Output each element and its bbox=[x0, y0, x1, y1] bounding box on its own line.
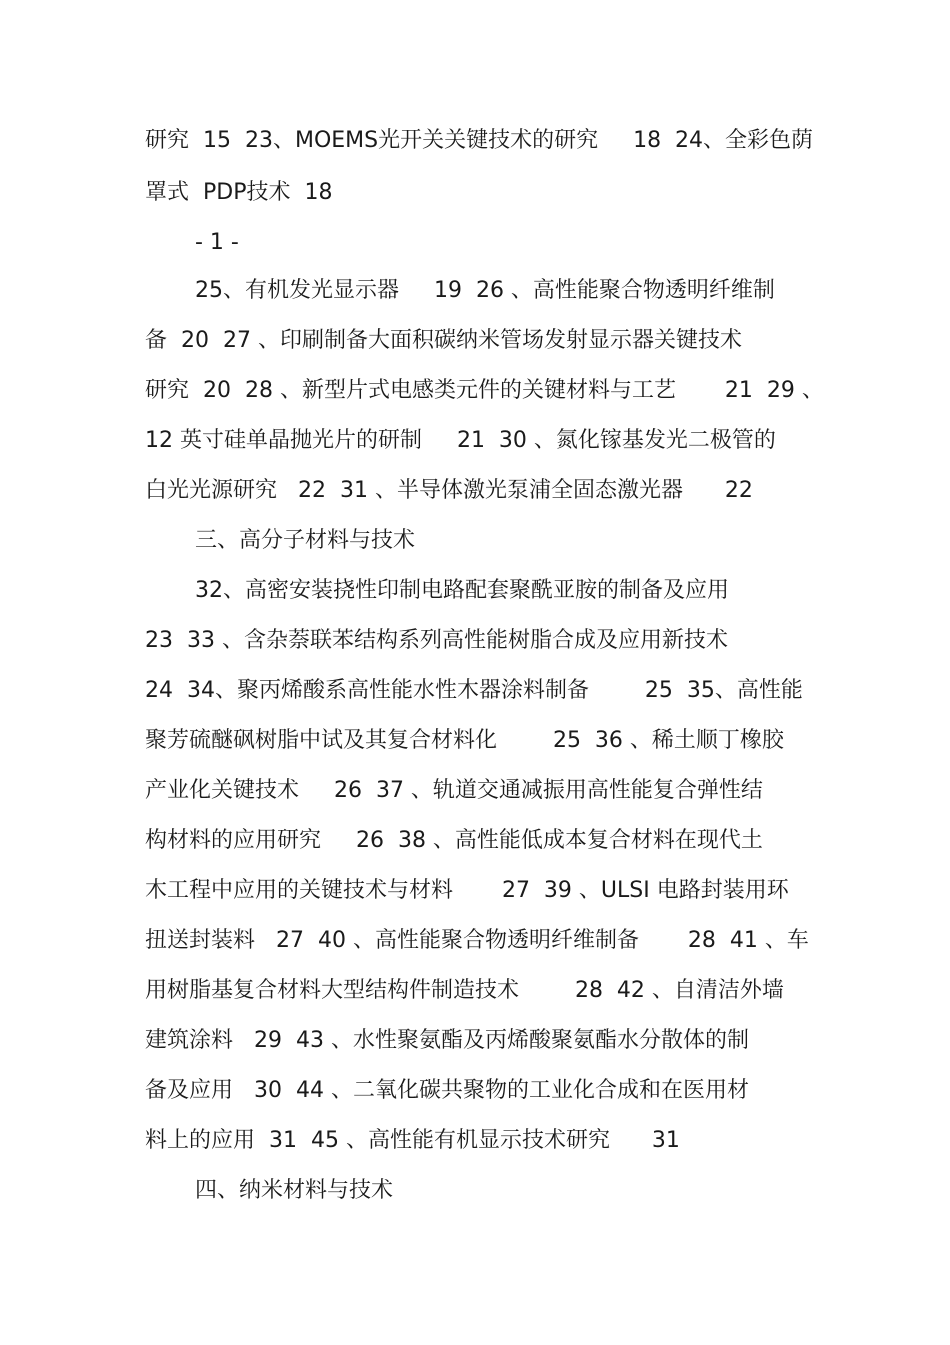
toc-line: 白光光源研究 22 31 、半导体激光泵浦全固态激光器 22 bbox=[145, 478, 753, 503]
toc-line: 备及应用 30 44 、二氧化碳共聚物的工业化合成和在医用材 bbox=[145, 1078, 749, 1103]
toc-line: 聚芳硫醚砜树脂中试及其复合材料化 25 36 、稀土顺丁橡胶 bbox=[145, 728, 784, 753]
toc-line: 32、高密安装挠性印制电路配套聚酰亚胺的制备及应用 bbox=[195, 578, 729, 603]
toc-line: 建筑涂料 29 43 、水性聚氨酯及丙烯酸聚氨酯水分散体的制 bbox=[145, 1028, 749, 1053]
toc-line: 用树脂基复合材料大型结构件制造技术 28 42 、自清洁外墙 bbox=[145, 978, 784, 1003]
toc-line: 产业化关键技术 26 37 、轨道交通减振用高性能复合弹性结 bbox=[145, 778, 763, 803]
section-heading: 四、纳米材料与技术 bbox=[195, 1178, 394, 1203]
toc-line: 24 34、聚丙烯酸系高性能水性木器涂料制备 25 35、高性能 bbox=[145, 678, 803, 703]
toc-line: 木工程中应用的关键技术与材料 27 39 、ULSI 电路封装用环 bbox=[145, 878, 789, 903]
toc-line: 研究 15 23、MOEMS光开关关键技术的研究 18 24、全彩色荫 bbox=[145, 128, 814, 153]
toc-line: 罩式 PDP技术 18 bbox=[145, 180, 333, 205]
toc-line: 12 英寸硅单晶抛光片的研制 21 30 、氮化镓基发光二极管的 bbox=[145, 428, 776, 453]
page-number: - 1 - bbox=[195, 230, 239, 255]
toc-line: 研究 20 28 、新型片式电感类元件的关键材料与工艺 21 29 、 bbox=[145, 378, 824, 403]
toc-line: 扭送封装料 27 40 、高性能聚合物透明纤维制备 28 41 、车 bbox=[145, 928, 809, 953]
toc-line: 23 33 、含杂萘联苯结构系列高性能树脂合成及应用新技术 bbox=[145, 628, 728, 653]
toc-line: 料上的应用 31 45 、高性能有机显示技术研究 31 bbox=[145, 1128, 680, 1153]
toc-line: 构材料的应用研究 26 38 、高性能低成本复合材料在现代土 bbox=[145, 828, 763, 853]
section-heading: 三、高分子材料与技术 bbox=[195, 528, 416, 553]
toc-line: 25、有机发光显示器 19 26 、高性能聚合物透明纤维制 bbox=[195, 278, 775, 303]
toc-line: 备 20 27 、印刷制备大面积碳纳米管场发射显示器关键技术 bbox=[145, 328, 742, 353]
